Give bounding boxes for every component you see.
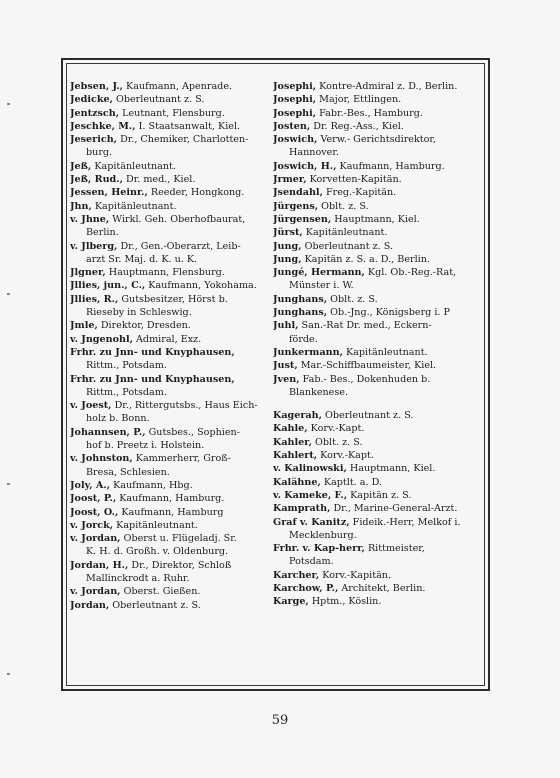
entry-name: Josephi, bbox=[273, 94, 317, 106]
entry-details: Münster i. W. bbox=[289, 280, 354, 292]
entry-details: Oblt. z. S. bbox=[318, 200, 369, 212]
directory-entry bbox=[273, 107, 478, 120]
entry-name: Joost, P., bbox=[70, 493, 117, 505]
directory-entry bbox=[273, 542, 478, 555]
directory-entry bbox=[273, 516, 478, 529]
directory-entry bbox=[70, 80, 275, 93]
entry-continuation bbox=[273, 333, 478, 346]
directory-entry bbox=[70, 120, 275, 133]
directory-entry bbox=[70, 492, 275, 505]
entry-details: Gutsbesitzer, Hörst b. bbox=[118, 293, 228, 305]
page-number: 59 bbox=[271, 713, 289, 728]
entry-name: Jsendahl, bbox=[273, 187, 323, 199]
entry-name: Joost, O., bbox=[70, 506, 119, 518]
directory-entry bbox=[273, 595, 478, 608]
entry-details: Reeder, Hongkong. bbox=[147, 187, 245, 199]
entry-details: Dr., Direktor, Schloß bbox=[128, 559, 232, 571]
entry-continuation bbox=[70, 572, 275, 585]
entry-name: Josephi, bbox=[273, 81, 317, 92]
entry-continuation bbox=[70, 466, 275, 479]
directory-entry bbox=[70, 346, 275, 359]
directory-entry bbox=[273, 253, 478, 266]
right-column bbox=[273, 80, 478, 609]
entry-name: Just, bbox=[273, 360, 298, 372]
directory-entry bbox=[70, 399, 275, 412]
entry-name: Jllies, R., bbox=[70, 293, 119, 305]
entry-details: Korv.-Kapt. bbox=[317, 450, 374, 462]
entry-details: Hannover. bbox=[289, 147, 339, 159]
entry-details: Blankenese. bbox=[289, 386, 349, 398]
directory-entry bbox=[273, 186, 478, 199]
entry-details: Oberleutnant z. S. bbox=[321, 410, 414, 422]
directory-entry bbox=[70, 266, 275, 279]
directory-entry bbox=[273, 502, 478, 515]
entry-details: Korv.-Kapt. bbox=[307, 423, 365, 435]
directory-entry bbox=[70, 186, 275, 199]
entry-details: Hauptmann, Flensburg. bbox=[105, 267, 225, 279]
directory-entry bbox=[70, 479, 275, 492]
entry-name: Joly, A., bbox=[70, 479, 111, 491]
directory-entry bbox=[70, 319, 275, 332]
directory-entry bbox=[70, 559, 275, 572]
entry-details: K. H. d. Großh. v. Oldenburg. bbox=[86, 546, 229, 558]
entry-name: Jordan, bbox=[70, 599, 110, 611]
entry-name: Jentzsch, bbox=[70, 107, 120, 119]
directory-entry bbox=[70, 519, 275, 532]
directory-entry bbox=[273, 306, 478, 319]
entry-details: Oblt. z. S. bbox=[311, 436, 363, 448]
entry-details: Dr., Chemiker, Charlotten- bbox=[117, 134, 249, 146]
entry-name: Jung, bbox=[273, 253, 302, 265]
entry-name: v. Jordan, bbox=[70, 586, 121, 598]
entry-details: Kapitänleutnant. bbox=[302, 227, 388, 239]
directory-entry bbox=[70, 452, 275, 465]
entry-name: Kamprath, bbox=[273, 503, 331, 515]
entry-details: Dr. med., Kiel. bbox=[122, 174, 196, 186]
entry-details: Mecklenburg. bbox=[289, 529, 357, 541]
entry-details: Kapitänleutnant. bbox=[113, 519, 198, 531]
directory-entry bbox=[273, 133, 478, 146]
directory-entry bbox=[273, 213, 478, 226]
entry-details: Verw.- Gerichtsdirektor, bbox=[317, 134, 437, 146]
entry-name: Jürgensen, bbox=[273, 213, 332, 225]
entry-name: Frhr. zu Jnn- und Knyphausen, bbox=[70, 373, 235, 385]
entry-continuation bbox=[273, 386, 478, 399]
directory-entry bbox=[70, 240, 275, 253]
directory-entry bbox=[70, 599, 275, 612]
entry-name: Kahler, bbox=[273, 436, 312, 448]
entry-continuation bbox=[70, 359, 275, 372]
entry-details: Oberleutnant z. S. bbox=[112, 94, 205, 106]
directory-entry bbox=[273, 80, 478, 93]
entry-details: Hptm., Köslin. bbox=[308, 596, 382, 608]
entry-details: Mar.-Schiffbaumeister, Kiel. bbox=[297, 360, 437, 372]
entry-name: v. Jorck, bbox=[70, 519, 114, 531]
directory-entry bbox=[273, 226, 478, 239]
entry-name: Karchow, P., bbox=[273, 582, 339, 594]
directory-entry bbox=[273, 582, 478, 595]
entry-details: Oberleutnant z. S. bbox=[109, 599, 201, 611]
entry-details: hof b. Preetz i. Holstein. bbox=[86, 440, 205, 452]
entry-details: Kgl. Ob.-Reg.-Rat, bbox=[364, 267, 457, 279]
entry-details: Oberleutnant z. S. bbox=[301, 240, 394, 252]
entry-details: Kontre-Admiral z. D., Berlin. bbox=[316, 81, 458, 92]
directory-entry bbox=[273, 93, 478, 106]
entry-details: Oblt. z. S. bbox=[327, 293, 378, 305]
margin-mark bbox=[7, 103, 10, 105]
entry-name: v. Jlberg, bbox=[70, 240, 118, 252]
entry-details: Kapitän z. S. a. D., Berlin. bbox=[301, 253, 430, 265]
entry-name: Jedicke, bbox=[70, 94, 113, 106]
directory-entry bbox=[273, 359, 478, 372]
margin-mark bbox=[7, 673, 10, 675]
directory-entry bbox=[273, 200, 478, 213]
entry-name: Kahle, bbox=[273, 423, 308, 435]
entry-details: Korv.-Kapitän. bbox=[319, 569, 392, 581]
entry-details: Fab.- Bes., Dokenhuden b. bbox=[299, 373, 431, 385]
entry-name: v. Kameke, F., bbox=[273, 489, 348, 501]
entry-details: Berlin. bbox=[86, 227, 119, 239]
directory-entry bbox=[273, 293, 478, 306]
entry-continuation bbox=[273, 529, 478, 542]
entry-details: Dr., Rittergutsbs., Haus Eich- bbox=[111, 400, 258, 412]
entry-details: Hauptmann, Kiel. bbox=[331, 213, 420, 225]
entry-details: Rittm., Potsdam. bbox=[86, 386, 167, 398]
entry-details: Dr. Reg.-Ass., Kiel. bbox=[310, 120, 404, 132]
directory-entry bbox=[70, 93, 275, 106]
directory-entry bbox=[273, 436, 478, 449]
entry-name: Karcher, bbox=[273, 569, 320, 581]
directory-entry bbox=[70, 279, 275, 292]
entry-details: San.-Rat Dr. med., Eckern- bbox=[298, 320, 432, 332]
entry-name: Josten, bbox=[273, 120, 311, 132]
directory-entry bbox=[273, 160, 478, 173]
entry-details: Potsdam. bbox=[289, 556, 334, 568]
entry-name: v. Jhne, bbox=[70, 213, 110, 225]
directory-entry bbox=[70, 200, 275, 213]
directory-entry bbox=[273, 173, 478, 186]
directory-entry bbox=[273, 489, 478, 502]
entry-details: Admiral, Exz. bbox=[132, 333, 202, 345]
directory-entry bbox=[273, 449, 478, 462]
entry-details: Hauptmann, Kiel. bbox=[346, 463, 436, 475]
entry-name: Jessen, Heinr., bbox=[70, 187, 148, 199]
entry-continuation bbox=[273, 555, 478, 568]
entry-name: Joswich, H., bbox=[273, 160, 337, 172]
entry-name: Junghans, bbox=[273, 293, 328, 305]
entry-name: Jebsen, J., bbox=[70, 81, 123, 92]
entry-details: Oberst. Gießen. bbox=[120, 586, 201, 598]
directory-entry bbox=[70, 426, 275, 439]
directory-entry bbox=[273, 476, 478, 489]
entry-name: v. Kalinowski, bbox=[273, 463, 347, 475]
entry-name: v. Jngenohl, bbox=[70, 333, 133, 345]
entry-details: Kapitän z. S. bbox=[347, 489, 412, 501]
directory-entry bbox=[70, 293, 275, 306]
entry-name: Frhr. zu Jnn- und Knyphausen, bbox=[70, 346, 235, 358]
entry-name: Kagerah, bbox=[273, 410, 322, 422]
entry-details: Rittmeister, bbox=[364, 543, 425, 555]
directory-entry bbox=[70, 333, 275, 346]
directory-entry bbox=[273, 373, 478, 386]
entry-details: Kaufmann, Yokohama. bbox=[145, 280, 257, 292]
directory-entry bbox=[273, 120, 478, 133]
directory-entry bbox=[70, 133, 275, 146]
entry-details: Kaufmann, Hamburg bbox=[118, 506, 224, 518]
entry-details: Dr., Marine-General-Arzt. bbox=[330, 503, 458, 515]
entry-name: Jmle, bbox=[70, 320, 98, 332]
entry-details: Leutnant, Flensburg. bbox=[119, 107, 225, 119]
margin-mark bbox=[7, 293, 10, 295]
entry-name: v. Jordan, bbox=[70, 533, 121, 545]
entry-details: Direktor, Dresden. bbox=[97, 320, 191, 332]
entry-name: Jeß, Rud., bbox=[70, 174, 123, 186]
directory-entry bbox=[70, 173, 275, 186]
entry-continuation bbox=[273, 279, 478, 292]
entry-continuation bbox=[70, 439, 275, 452]
entry-continuation bbox=[70, 545, 275, 558]
entry-details: Wirkl. Geh. Oberhofbaurat, bbox=[109, 213, 246, 225]
entry-name: Jlgner, bbox=[70, 267, 106, 279]
directory-entry bbox=[273, 266, 478, 279]
entry-name: Jeschke, M., bbox=[70, 120, 136, 132]
entry-details: burg. bbox=[86, 147, 113, 159]
entry-name: Jrmer, bbox=[273, 174, 307, 186]
entry-name: Jung, bbox=[273, 240, 302, 252]
entry-details: Kaufmann, Apenrade. bbox=[123, 81, 233, 92]
entry-name: Junkermann, bbox=[273, 346, 343, 358]
left-column bbox=[70, 80, 275, 612]
entry-name: v. Joest, bbox=[70, 400, 112, 412]
entry-details: Gutsbes., Sophien- bbox=[145, 426, 240, 438]
directory-entry bbox=[273, 422, 478, 435]
entry-details: arzt Sr. Maj. d. K. u. K. bbox=[86, 253, 198, 265]
entry-details: Fideik.-Herr, Melkof i. bbox=[349, 516, 461, 528]
entry-details: Mallinckrodt a. Ruhr. bbox=[86, 572, 190, 584]
directory-entry bbox=[273, 240, 478, 253]
entry-continuation bbox=[70, 412, 275, 425]
directory-entry bbox=[273, 319, 478, 332]
entry-details: Kammerherr, Groß- bbox=[132, 453, 231, 465]
entry-details: Rieseby in Schleswig. bbox=[86, 307, 192, 319]
directory-entry bbox=[70, 213, 275, 226]
entry-details: förde. bbox=[289, 333, 318, 345]
entry-details: I. Staatsanwalt, Kiel. bbox=[135, 120, 241, 132]
entry-continuation bbox=[273, 146, 478, 159]
entry-name: Jven, bbox=[273, 373, 300, 385]
entry-details: Dr., Gen.-Oberarzt, Leib- bbox=[117, 240, 241, 252]
entry-details: Architekt, Berlin. bbox=[338, 582, 426, 594]
entry-details: Freg.-Kapitän. bbox=[322, 187, 397, 199]
entry-name: Jungé, Hermann, bbox=[273, 267, 365, 279]
directory-entry bbox=[70, 585, 275, 598]
entry-details: Fabr.-Bes., Hamburg. bbox=[316, 107, 423, 119]
entry-name: Jürst, bbox=[273, 227, 303, 239]
entry-name: Kalähne, bbox=[273, 476, 321, 488]
directory-entry bbox=[273, 569, 478, 582]
entry-details: Bresa, Schlesien. bbox=[86, 466, 170, 478]
directory-entry bbox=[273, 409, 478, 422]
entry-details: Major, Ettlingen. bbox=[316, 94, 402, 106]
entry-name: Jordan, H., bbox=[70, 559, 129, 571]
entry-name: Frhr. v. Kap-herr, bbox=[273, 543, 365, 555]
entry-details: Kaufmann, Hamburg. bbox=[336, 160, 445, 172]
directory-entry bbox=[70, 532, 275, 545]
entry-continuation bbox=[70, 253, 275, 266]
entry-continuation bbox=[70, 386, 275, 399]
entry-details: Kapitänleutnant. bbox=[342, 346, 428, 358]
margin-mark bbox=[7, 483, 10, 485]
entry-name: Junghans, bbox=[273, 307, 328, 319]
entry-details: Kapitänleutnant. bbox=[91, 200, 177, 212]
entry-details: Kapitänleutnant. bbox=[91, 160, 176, 172]
entry-details: Korvetten-Kapitän. bbox=[306, 174, 402, 186]
entry-name: Jeß, bbox=[70, 160, 92, 172]
entry-continuation bbox=[70, 226, 275, 239]
entry-name: Johannsen, P., bbox=[70, 426, 146, 438]
entry-details: Rittm., Potsdam. bbox=[86, 360, 167, 372]
entry-continuation bbox=[70, 306, 275, 319]
entry-name: Jllies, jun., C., bbox=[70, 280, 146, 292]
entry-details: holz b. Bonn. bbox=[86, 413, 150, 425]
directory-entry bbox=[70, 107, 275, 120]
entry-name: Jürgens, bbox=[273, 200, 319, 212]
directory-entry bbox=[70, 506, 275, 519]
entry-details: Kaufmann, Hamburg. bbox=[116, 493, 225, 505]
entry-details: Kaptlt. a. D. bbox=[320, 476, 382, 488]
entry-name: Joswich, bbox=[273, 134, 318, 146]
directory-entry bbox=[273, 346, 478, 359]
entry-details: Kaufmann, Hbg. bbox=[110, 479, 193, 491]
entry-name: Jeserich, bbox=[70, 134, 118, 146]
entry-name: Jhn, bbox=[70, 200, 92, 212]
entry-name: Juhl, bbox=[273, 320, 299, 332]
entry-name: Karge, bbox=[273, 596, 309, 608]
directory-entry bbox=[273, 462, 478, 475]
entry-details: Oberst u. Flügeladj. Sr. bbox=[120, 533, 237, 545]
entry-details: Ob.-Jng., Königsberg i. P bbox=[327, 307, 450, 319]
entry-name: Graf v. Kanitz, bbox=[273, 516, 350, 528]
directory-entry bbox=[70, 160, 275, 173]
entry-name: Kahlert, bbox=[273, 450, 318, 462]
entry-name: Josephi, bbox=[273, 107, 317, 119]
entry-continuation bbox=[70, 146, 275, 159]
entry-name: v. Johnston, bbox=[70, 453, 133, 465]
directory-entry bbox=[70, 373, 275, 386]
